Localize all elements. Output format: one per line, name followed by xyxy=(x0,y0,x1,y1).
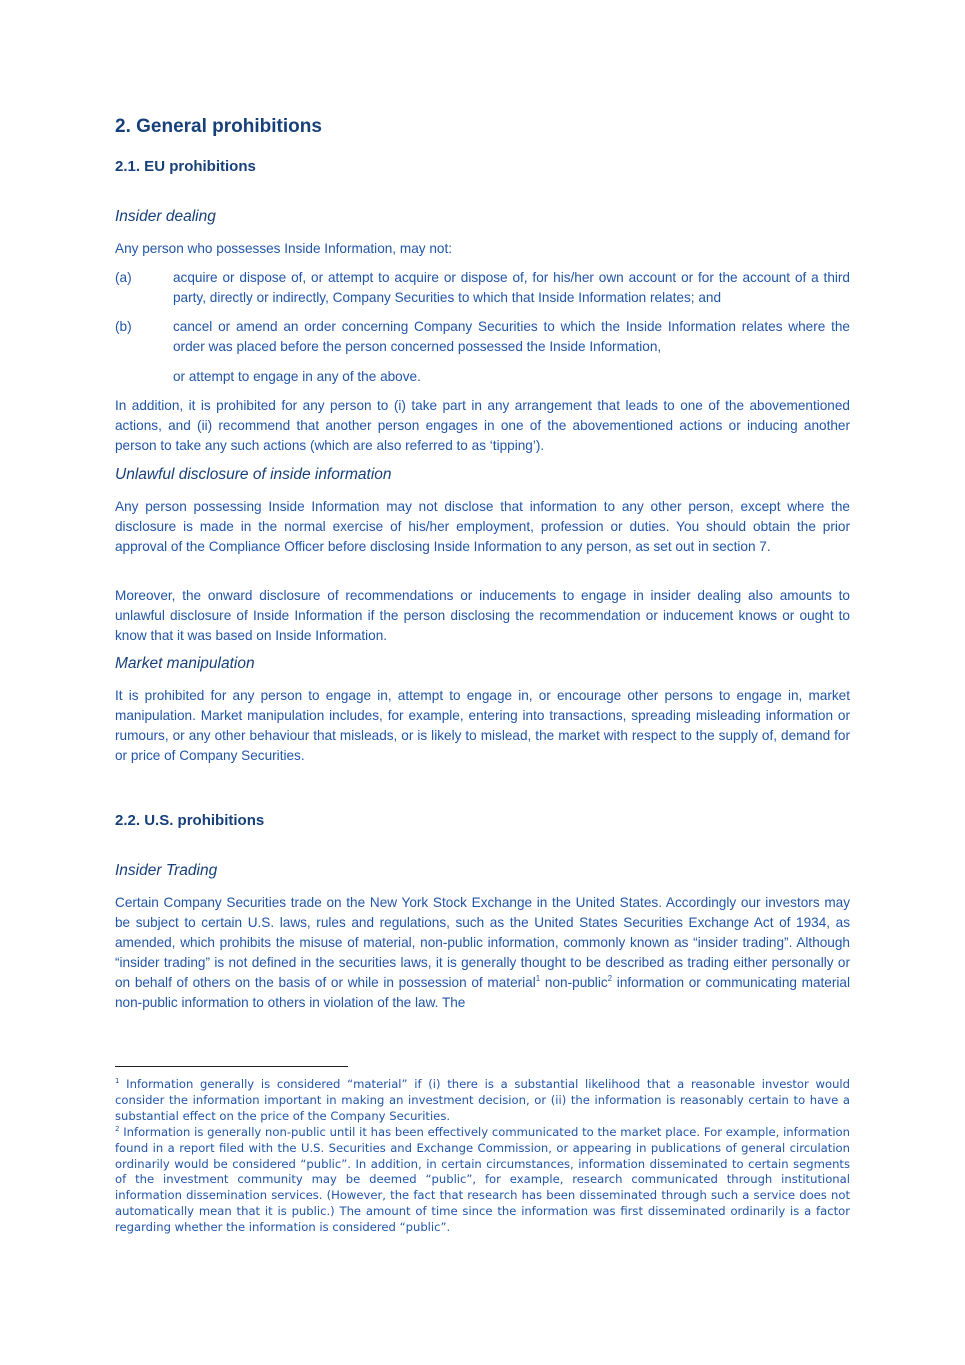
paragraph-text: information or communicating material non-public information to others in violation of the law. The xyxy=(115,975,850,1010)
paragraph-insider-dealing-intro: Any person who possesses Inside Information, may not: xyxy=(115,241,452,256)
list-item-text: cancel or amend an order concerning Company Securities to which the Inside Information relates where the order was placed before the person concerned possessed the Inside Information, xyxy=(173,319,850,354)
subheading-unlawful-disclosure: Unlawful disclosure of inside information xyxy=(115,466,392,483)
subheading-market-manipulation: Market manipulation xyxy=(115,655,255,672)
subheading-insider-trading: Insider Trading xyxy=(115,862,218,879)
list-item-text: acquire or dispose of, or attempt to acquire or dispose of, for his/her own account or for the account of a third party, directly or indirectly, Company Securities to which that Inside Information relates; and xyxy=(173,270,850,305)
subsection-title: U.S. prohibitions xyxy=(144,812,265,829)
footnote-marker: 2 xyxy=(115,1125,120,1133)
section-heading-general-prohibitions: 2. General prohibitions xyxy=(115,116,322,137)
footnote-text: Information is generally non-public until it has been effectively communicated to the market place. For example, information found in a report filed with the U.S. Securities and Exchange Commission, or appearing in publications of general circulation ordinarily would be considered “public”. In addition, in certain circumstances, information disseminated to certain segments of the investment community may be deemed “public”, for example, research communicated through institutional information dissemination services. (However, the fact that research has been disseminated through such a service does not automatically mean that it is public.) The amount of time since the information was first disseminated ordinarily is a factor regarding whether the information is considered “public”. xyxy=(115,1125,850,1234)
footnote-ref-2[interactable]: 2 xyxy=(607,974,613,983)
paragraph-unlawful-disclosure-1: Any person possessing Inside Information may not disclose that information to any other person, except where the disclosure is made in the normal exercise of his/her employment, profession or duties. You should obtain the prior approval of the Compliance Officer before disclosing Inside Information to any person, as set out in section 7. xyxy=(115,499,850,554)
paragraph-text: non-public xyxy=(544,975,608,990)
footnote-2 xyxy=(115,1125,850,1236)
subsection-heading-us xyxy=(115,812,264,829)
subsection-heading-eu: 2.1. EU prohibitions xyxy=(115,158,256,175)
footnote-text: Information generally is considered “material” if (i) there is a substantial likelihood that a reasonable investor would consider the information important in making an investment decision, or (ii) the information is reasonably certain to have a substantial effect on the price of the Company Securities. xyxy=(115,1077,850,1123)
list-item-label: (a) xyxy=(115,270,132,285)
footnote-1 xyxy=(115,1077,850,1124)
paragraph-tipping: In addition, it is prohibited for any person to (i) take part in any arrangement that leads to one of the abovementioned actions, and (ii) recommend that another person engages in one of the abovementioned actions or inducing another person to take any such actions (which are also referred to as ‘tipping’). xyxy=(115,398,850,453)
paragraph-text: Certain Company Securities trade on the New York Stock Exchange in the United States. Accordingly our investors may be subject to certain U.S. laws, rules and regulations, such as the United States Securities Exchange Act of 1934, as amended, which prohibits the misuse of material, non-public information, commonly known as “insider trading”. Although “insider trading” is not defined in the securities laws, it is generally thought to be described as trading either personally or on behalf of others on the basis of or while in possession of material xyxy=(115,895,850,990)
footnote-marker: 1 xyxy=(115,1077,120,1085)
paragraph-unlawful-disclosure-2: Moreover, the onward disclosure of recommendations or inducements to engage in insider dealing also amounts to unlawful disclosure of Inside Information if the person disclosing the recommendation or inducement knows or ought to know that it was based on Inside Information. xyxy=(115,588,850,643)
paragraph-market-manipulation: It is prohibited for any person to engage in, attempt to engage in, or encourage other persons to engage in, market manipulation. Market manipulation includes, for example, entering into transactions, spreading misleading information or rumours, or any other behaviour that misleads, or is likely to mislead, the market with respect to the supply of, demand for or price of Company Securities. xyxy=(115,688,850,763)
footnote-separator xyxy=(115,1066,348,1067)
paragraph-attempt: or attempt to engage in any of the above. xyxy=(173,369,421,384)
subsection-number: 2.2. xyxy=(115,812,141,829)
paragraph-insider-trading xyxy=(115,893,850,1013)
list-item-label: (b) xyxy=(115,319,132,334)
footnote-ref-1[interactable]: 1 xyxy=(535,974,541,983)
subheading-insider-dealing: Insider dealing xyxy=(115,208,216,225)
